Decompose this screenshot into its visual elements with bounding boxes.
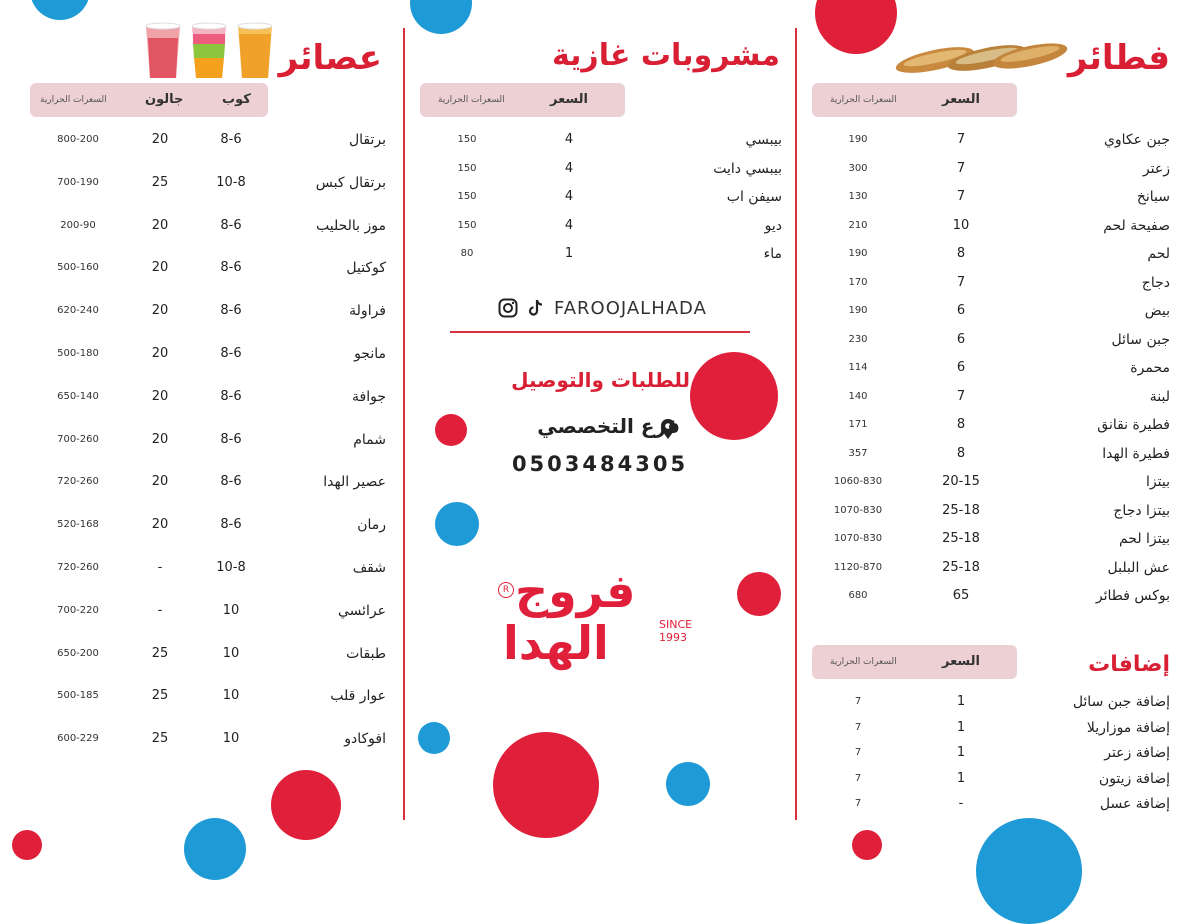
item-price: 25-18 (942, 531, 980, 546)
item-price: 4 (564, 217, 574, 233)
branch-name: فرع التخصصي (537, 414, 680, 438)
item-cup-price: 10 (222, 731, 240, 747)
item-name: لبنة (1149, 388, 1170, 405)
item-name: فطيرة نقانق (1097, 417, 1170, 433)
item-cup-price: 8-6 (220, 346, 242, 361)
item-calories: 650-140 (57, 390, 99, 402)
item-gallon-price: 20 (151, 431, 169, 447)
header-calories: السعرات الحرارية (40, 95, 107, 105)
item-price: 65 (952, 588, 970, 603)
item-name: جبن سائل (1111, 331, 1170, 348)
header-price: السعر (942, 92, 980, 107)
registered-mark: R (498, 582, 514, 598)
item-calories: 1070-830 (833, 504, 883, 516)
item-calories: 720-260 (57, 562, 99, 573)
phone-number[interactable]: 0503484305 (511, 452, 689, 476)
item-calories: 150 (457, 134, 477, 145)
item-name: لحم (1147, 246, 1170, 262)
item-calories: 500-180 (57, 348, 99, 359)
item-cup-price: 8-6 (220, 260, 242, 276)
decor-circle (184, 818, 246, 880)
item-calories: 80 (460, 248, 474, 259)
item-gallon-price: 20 (151, 474, 169, 490)
item-price: 4 (564, 189, 574, 204)
item-name: عش البلبل (1107, 559, 1170, 576)
item-calories: 7 (854, 721, 862, 733)
item-name: سبانخ (1136, 189, 1170, 205)
fatayer-image (895, 38, 1070, 78)
logo-line-2: الهدا (503, 616, 609, 670)
decor-circle (976, 818, 1082, 924)
item-price: 20-15 (942, 474, 980, 489)
item-calories: 170 (848, 276, 868, 288)
item-name: شمام (353, 431, 386, 448)
header-calories: السعرات الحرارية (830, 657, 897, 667)
item-calories: 700-220 (57, 604, 99, 616)
menu-row (0, 254, 1200, 282)
item-name: برتقال كبس (315, 174, 386, 191)
item-price: 1 (564, 246, 574, 261)
item-calories: 700-190 (57, 176, 99, 188)
juices-table-header (30, 83, 268, 117)
item-price: 10 (952, 217, 970, 233)
item-price: 1 (956, 770, 966, 786)
item-cup-price: 8-6 (220, 217, 242, 233)
menu-row (0, 340, 1200, 368)
menu-row (0, 426, 1200, 454)
item-name: رمان (357, 517, 386, 534)
header-gallon: جالون (145, 92, 184, 107)
item-calories: 500-160 (57, 262, 99, 274)
item-name: إضافة جبن سائل (1072, 694, 1170, 710)
item-gallon-price: 20 (151, 388, 169, 404)
item-calories: 300 (848, 162, 868, 174)
item-gallon-price: 20 (151, 217, 169, 233)
item-gallon-price: 20 (151, 132, 169, 147)
item-cup-price: 8-6 (220, 474, 242, 490)
item-calories: 650-200 (57, 647, 99, 659)
item-name: فطيرة الهدا (1102, 445, 1170, 462)
menu-row (0, 169, 1200, 197)
item-name: إضافة عسل (1099, 796, 1170, 812)
item-name: بيبسي دايت (713, 160, 782, 177)
menu-row (0, 511, 1200, 539)
item-calories: 150 (457, 162, 477, 174)
item-price: 7 (956, 160, 966, 176)
item-name: بوكس فطائر (1095, 588, 1170, 604)
item-calories: 171 (848, 419, 868, 430)
item-price: 7 (956, 274, 966, 290)
item-price: 4 (564, 160, 574, 176)
item-calories: 520-168 (57, 519, 99, 531)
item-cup-price: 8-6 (220, 132, 242, 147)
decor-circle (852, 830, 882, 860)
item-gallon-price: 25 (151, 688, 169, 704)
item-calories: 190 (848, 134, 868, 145)
item-price: 8 (956, 417, 966, 432)
item-calories: 700-260 (57, 433, 99, 445)
header-calories: السعرات الحرارية (830, 95, 897, 105)
item-name: بيتزا لحم (1118, 531, 1170, 547)
item-name: إضافة زعتر (1104, 745, 1170, 761)
item-name: دجاج (1141, 274, 1170, 291)
header-price: السعر (942, 654, 980, 669)
menu-row (0, 790, 1200, 818)
item-gallon-price: - (157, 602, 163, 618)
item-name: بيتزا (1146, 474, 1170, 490)
header-price: السعر (550, 92, 588, 107)
item-calories: 150 (457, 191, 477, 202)
item-gallon-price: 25 (151, 731, 169, 747)
drinks-table-header (420, 83, 625, 117)
item-name: مانجو (354, 346, 386, 362)
item-price: 1 (956, 719, 966, 735)
item-name: محمرة (1130, 360, 1170, 376)
item-calories: 150 (457, 219, 477, 231)
fatayer-title: فطائر (1067, 38, 1170, 78)
item-calories: 190 (848, 305, 868, 316)
header-cup: كوب (222, 92, 251, 107)
item-price: 6 (956, 360, 966, 375)
item-cup-price: 8-6 (220, 303, 242, 319)
menu-row (0, 554, 1200, 582)
item-name: زعتر (1142, 160, 1170, 177)
item-calories: 7 (854, 772, 862, 784)
item-calories: 800-200 (57, 134, 99, 145)
item-name: جبن عكاوي (1103, 132, 1170, 148)
item-calories: 620-240 (57, 305, 99, 317)
item-price: 1 (956, 745, 966, 760)
menu-row (0, 640, 1200, 668)
item-calories: 357 (848, 447, 868, 459)
item-calories: 7 (854, 798, 862, 809)
menu-row (0, 297, 1200, 325)
item-cup-price: 10 (222, 602, 240, 618)
item-price: 8 (956, 246, 966, 261)
item-name: ماء (763, 246, 782, 262)
item-price: 25-18 (942, 559, 980, 575)
item-name: سيفن اب (726, 189, 782, 205)
item-price: - (958, 796, 964, 811)
menu-row (0, 212, 1200, 240)
item-calories: 130 (848, 191, 868, 202)
item-name: شقف (352, 560, 386, 576)
item-name: كوكتيل (346, 260, 386, 277)
menu-row (0, 126, 1200, 154)
item-cup-price: 8-6 (220, 388, 242, 404)
item-calories: 210 (848, 219, 868, 231)
item-name: ديو (764, 217, 782, 234)
item-calories: 114 (848, 362, 868, 373)
item-name: بيتزا دجاج (1113, 502, 1170, 519)
social-underline (450, 331, 750, 333)
item-name: بيبسي (745, 132, 782, 148)
item-price: 4 (564, 132, 574, 147)
item-name: جوافة (352, 388, 386, 405)
item-name: إضافة زيتون (1098, 770, 1170, 787)
decor-circle (12, 830, 42, 860)
drinks-title: مشروبات غازية (551, 38, 780, 73)
item-name: عرائسي (337, 602, 386, 619)
item-calories: 500-185 (57, 690, 99, 702)
item-calories: 7 (854, 696, 862, 707)
item-gallon-price: 20 (151, 260, 169, 276)
item-name: طبقات (346, 645, 386, 662)
juices-title: عصائر (278, 38, 382, 78)
item-name: بيض (1144, 303, 1170, 319)
item-cup-price: 10-8 (216, 174, 246, 190)
item-name: عوار قلب (330, 688, 386, 705)
menu-row (0, 383, 1200, 411)
additions-title: إضافات (1088, 652, 1170, 677)
item-calories: 1120-870 (833, 561, 883, 573)
item-calories: 600-229 (57, 733, 99, 745)
item-calories: 1060-830 (833, 476, 883, 487)
item-calories: 720-260 (57, 476, 99, 488)
item-name: موز بالحليب (315, 217, 386, 234)
item-price: 7 (956, 132, 966, 147)
social-handle-text: FAROOJALHADA (554, 298, 707, 319)
item-price: 25-18 (942, 502, 980, 518)
item-gallon-price: 20 (151, 517, 169, 533)
menu-row (0, 468, 1200, 496)
item-calories: 140 (848, 390, 868, 402)
logo-since: SINCE 1993 (659, 618, 693, 644)
item-cup-price: 10 (222, 645, 240, 661)
decor-circle (815, 0, 897, 54)
item-name: برتقال (348, 132, 386, 148)
decor-circle (410, 0, 472, 34)
item-name: افوكادو (344, 731, 386, 748)
item-calories: 200-90 (60, 219, 96, 231)
item-price: 6 (956, 331, 966, 347)
item-cup-price: 8-6 (220, 517, 242, 533)
item-gallon-price: 25 (151, 174, 169, 190)
decor-circle (30, 0, 90, 20)
item-name: إضافة موزاريلا (1086, 719, 1170, 736)
item-price: 6 (956, 303, 966, 318)
item-gallon-price: 20 (151, 346, 169, 361)
item-gallon-price: 20 (151, 303, 169, 319)
item-price: 7 (956, 388, 966, 404)
item-price: 8 (956, 445, 966, 461)
fatayer-table-header (812, 83, 1017, 117)
item-cup-price: 8-6 (220, 431, 242, 447)
item-cup-price: 10-8 (216, 560, 246, 575)
item-calories: 7 (854, 747, 862, 758)
item-name: صفيحة لحم (1103, 217, 1170, 234)
item-calories: 680 (848, 590, 868, 601)
item-gallon-price: 25 (151, 645, 169, 661)
item-name: فراولة (349, 303, 386, 320)
item-price: 1 (956, 694, 966, 709)
item-price: 7 (956, 189, 966, 204)
logo-line-1: فروج (515, 564, 636, 618)
orders-delivery-text: للطلبات والتوصيل (511, 368, 690, 392)
item-gallon-price: - (157, 560, 163, 575)
item-name: عصير الهدا (323, 474, 386, 491)
item-cup-price: 10 (222, 688, 240, 704)
item-calories: 1070-830 (833, 533, 883, 544)
menu-row (0, 597, 1200, 625)
menu-row (0, 765, 1200, 793)
item-calories: 230 (848, 333, 868, 345)
menu-row (0, 725, 1200, 753)
header-calories: السعرات الحرارية (438, 95, 505, 105)
juice-cups-image (142, 20, 278, 80)
item-calories: 190 (848, 248, 868, 259)
menu-row (0, 682, 1200, 710)
